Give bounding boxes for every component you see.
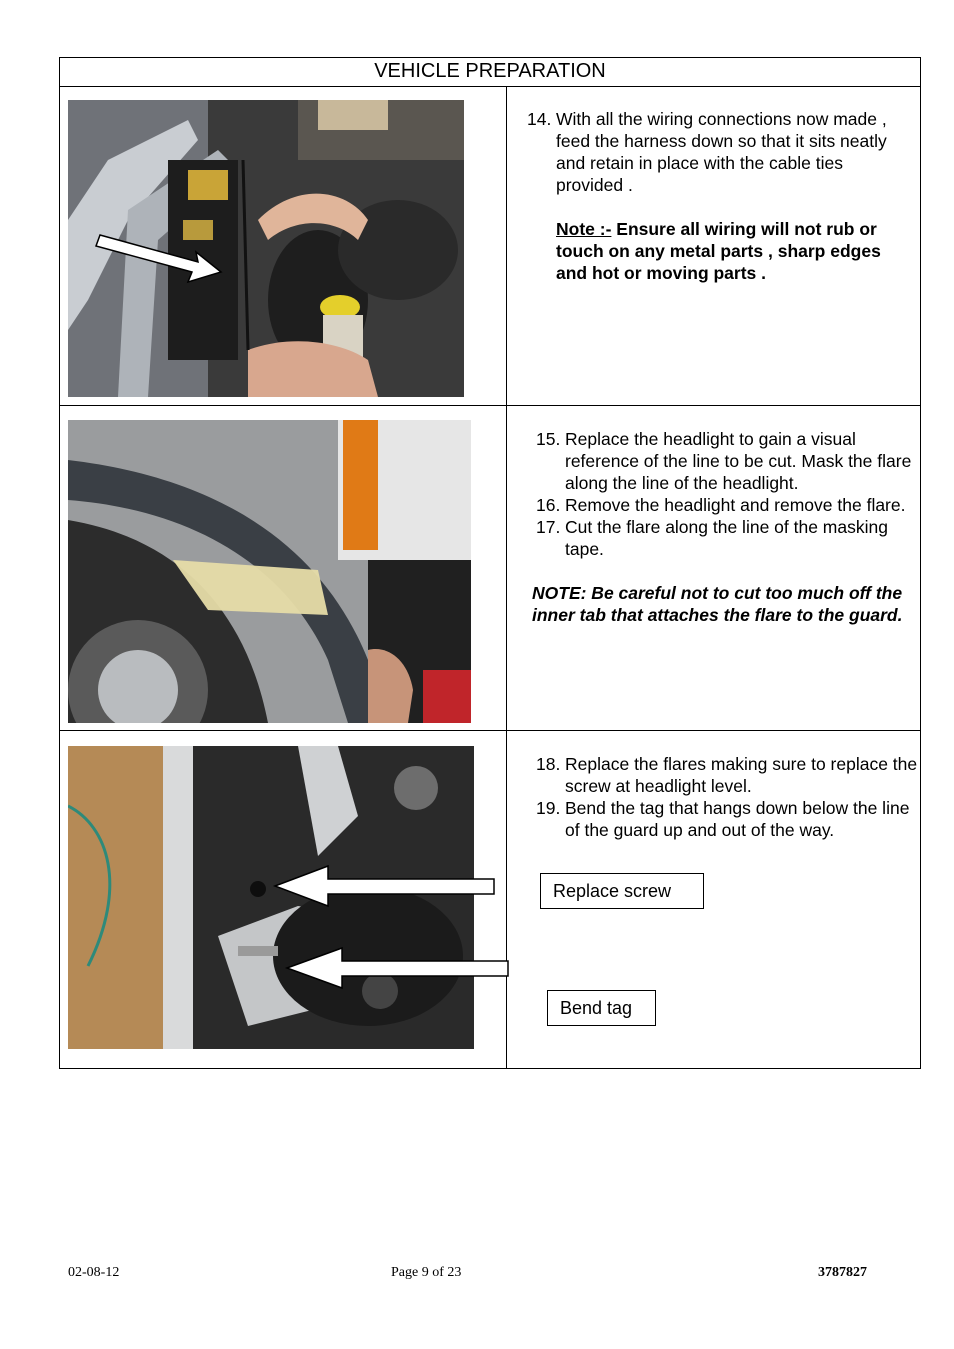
callout-arrows [270, 861, 510, 991]
caution-note: NOTE: Be careful not to cut too much off the inner tab that attaches the flare to the guard. [532, 583, 903, 625]
footer-page-number: Page 9 of 23 [391, 1265, 462, 1280]
step-text: Bend the tag that hangs down below the line of the guard up and out of the way. [565, 798, 910, 840]
step-text: Replace the flares making sure to replace the screw at headlight level. [565, 754, 918, 796]
list-item [536, 753, 921, 797]
replace-screw-callout: Replace screw [540, 873, 704, 909]
note-block [527, 218, 912, 284]
step-number: 17. [536, 517, 561, 537]
list-item [527, 108, 912, 196]
engine-bay-wiring-photo [68, 100, 464, 397]
bend-tag-callout: Bend tag [547, 990, 656, 1026]
step-row-18-19 [60, 731, 920, 1068]
bend-tag-arrow-icon [287, 948, 508, 988]
step-number: 19. [536, 798, 561, 818]
step-number: 15. [536, 429, 561, 449]
instruction-sheet [59, 57, 921, 1069]
step-row-14 [60, 86, 920, 406]
step-text: Cut the flare along the line of the masking tape. [565, 517, 888, 559]
section-title: VEHICLE PREPARATION [60, 58, 920, 87]
step-number: 16. [536, 495, 561, 515]
footer-document-number: 3787827 [818, 1265, 867, 1280]
step-text: With all the wiring connections now made , feed the harness down so that it sits neatly and retain in place with the cable ties provided . [556, 109, 887, 195]
list-item [536, 797, 921, 841]
wheel-flare-masking-photo [68, 420, 471, 723]
step-text: Remove the headlight and remove the flare. [565, 495, 906, 515]
list-item [536, 494, 916, 516]
step-text: Replace the headlight to gain a visual reference of the line to be cut. Mask the flare along the line of the headlight. [565, 429, 912, 493]
list-item [536, 428, 916, 494]
replace-screw-arrow-icon [275, 866, 494, 906]
step-number: 14. [527, 109, 552, 129]
footer-date: 02-08-12 [68, 1265, 120, 1280]
steps-18-19-text [536, 753, 921, 841]
note-label: Note :- [556, 219, 612, 239]
step-14-text [527, 108, 912, 284]
note-text: Ensure all wiring will not rub or touch on any metal parts , sharp edges and hot or moving parts . [556, 219, 881, 283]
step-row-15-17 [60, 406, 920, 731]
list-item [536, 516, 916, 560]
steps-15-17-text [532, 428, 916, 626]
step-number: 18. [536, 754, 561, 774]
